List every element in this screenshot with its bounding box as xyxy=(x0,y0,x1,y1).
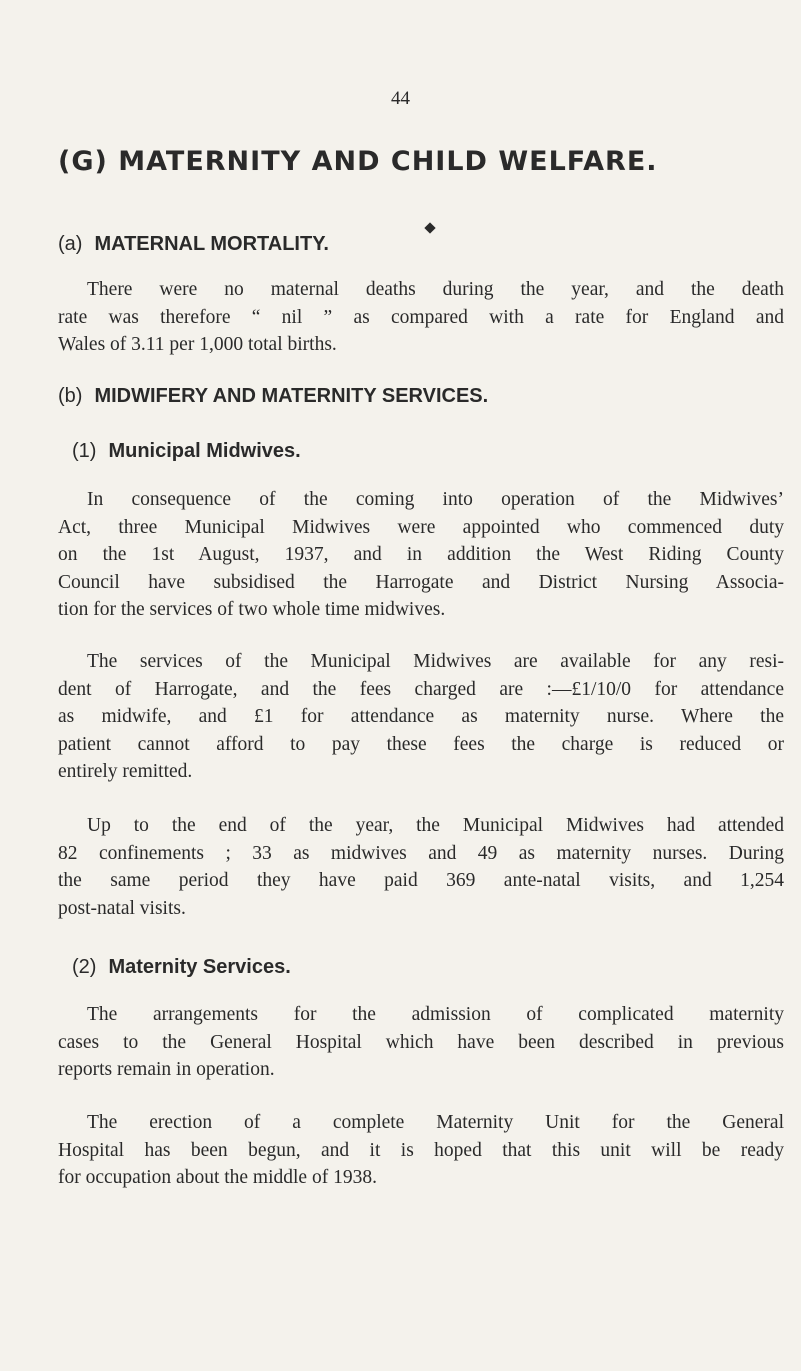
section-b-heading xyxy=(58,382,488,410)
text-line: The erection of a complete Maternity Unit for the General xyxy=(87,1112,784,1133)
chapter-heading: (G) MATERNITY AND CHILD WELFARE. xyxy=(58,146,658,177)
text-line: The arrangements for the admission of complicated maternity xyxy=(87,1004,784,1025)
page-number: 44 xyxy=(391,88,410,109)
text-line: Act, three Municipal Midwives were appointed who commenced duty xyxy=(58,516,784,538)
text-line: In consequence of the coming into operation of the Midwives’ xyxy=(87,489,784,510)
text-line: Hospital has been begun, and it is hoped that this unit will be ready xyxy=(58,1139,784,1161)
text-line: the same period they have paid 369 ante-natal visits, and 1,254 xyxy=(58,870,784,891)
subsection-2-label: (2) xyxy=(72,956,97,978)
subsection-1-title: Municipal Midwives. xyxy=(108,440,301,462)
section-b-title: MIDWIFERY AND MATERNITY SERVICES. xyxy=(94,385,489,407)
paragraph-confinements xyxy=(58,812,784,922)
text-line: 82 confinements ; 33 as midwives and 49 as maternity nurses. During xyxy=(58,842,784,864)
paragraph-midwives-act xyxy=(58,486,784,624)
text-line: reports remain in operation. xyxy=(58,1059,275,1080)
text-line: cases to the General Hospital which have been described in previous xyxy=(58,1031,784,1053)
paragraph-maternal-mortality xyxy=(58,276,784,359)
text-line: There were no maternal deaths during the year, and the death xyxy=(87,279,784,300)
subsection-1-label: (1) xyxy=(72,440,97,462)
paragraph-maternity-unit xyxy=(58,1109,784,1192)
text-line: as midwife, and £1 for attendance as maternity nurse. Where the xyxy=(58,706,784,727)
text-line: tion for the services of two whole time midwives. xyxy=(58,599,446,620)
text-line: rate was therefore “ nil ” as compared with a rate for England and xyxy=(58,306,784,328)
text-line: Council have subsidised the Harrogate and District Nursing Associa- xyxy=(58,571,784,593)
text-line: on the 1st August, 1937, and in addition the West Riding County xyxy=(58,544,784,565)
section-b-label: (b) xyxy=(58,385,83,407)
text-line: Up to the end of the year, the Municipal Midwives had attended xyxy=(87,815,784,836)
stray-mark xyxy=(424,222,435,233)
subsection-2-title: Maternity Services. xyxy=(108,956,291,978)
subsection-1-heading xyxy=(72,437,301,465)
section-a-label: (a) xyxy=(58,233,83,255)
text-line: The services of the Municipal Midwives are available for any resi- xyxy=(87,651,784,672)
text-line: for occupation about the middle of 1938. xyxy=(58,1167,377,1188)
section-a-heading xyxy=(58,230,329,258)
text-line: dent of Harrogate, and the fees charged are :—£1/10/0 for attendance xyxy=(58,678,784,700)
paragraph-midwife-fees xyxy=(58,648,784,786)
text-line: post-natal visits. xyxy=(58,897,186,919)
text-line: patient cannot afford to pay these fees the charge is reduced or xyxy=(58,733,784,755)
subsection-2-heading xyxy=(72,953,291,981)
paragraph-hospital-arrangements xyxy=(58,1001,784,1084)
section-a-title: MATERNAL MORTALITY. xyxy=(94,233,329,255)
text-line: entirely remitted. xyxy=(58,761,193,782)
text-line: Wales of 3.11 per 1,000 total births. xyxy=(58,334,337,355)
